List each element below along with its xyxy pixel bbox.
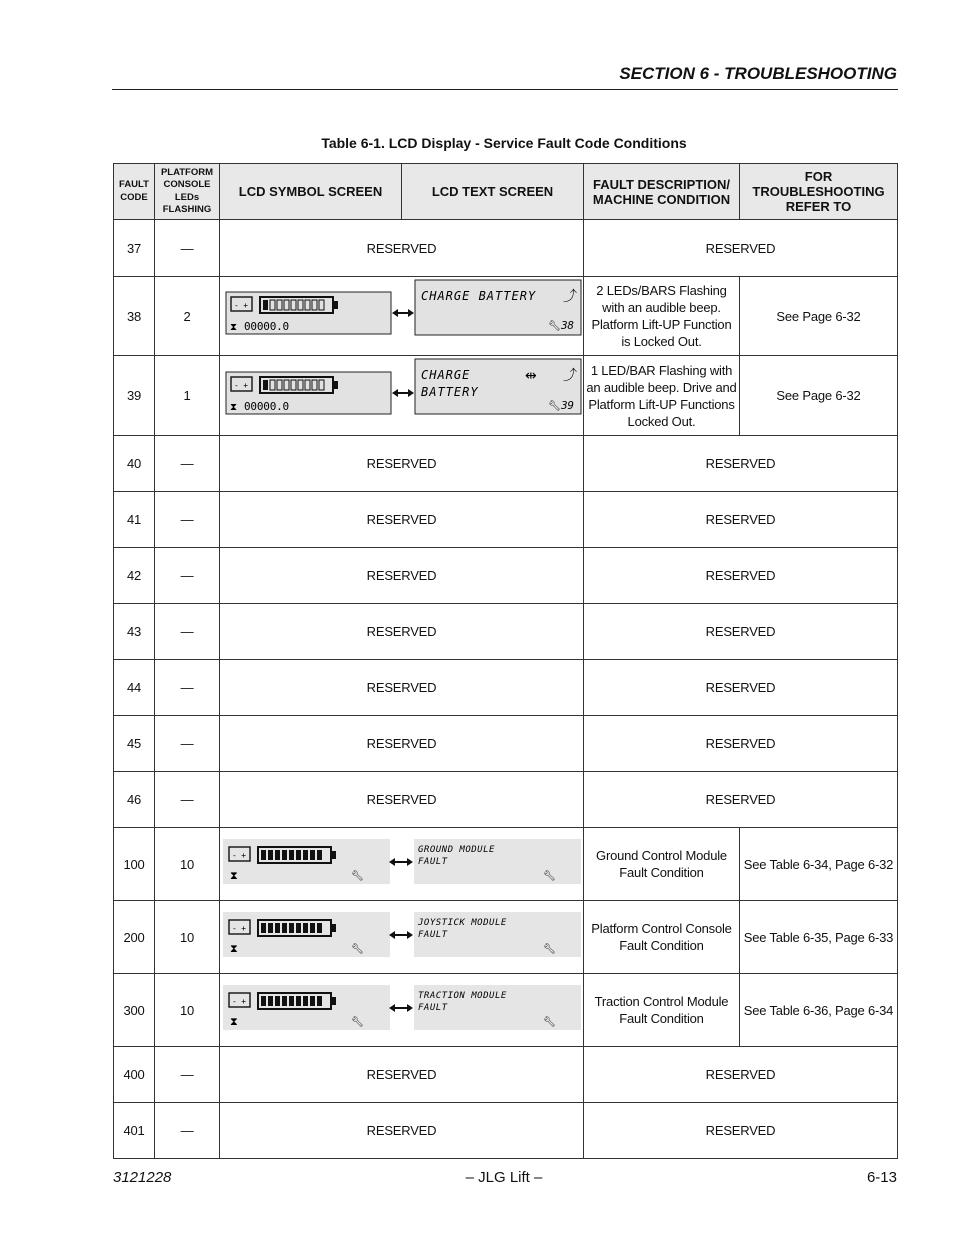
description-reserved: RESERVED	[584, 716, 898, 772]
description-reserved: RESERVED	[584, 220, 898, 277]
table-row	[114, 492, 898, 548]
hour-meter-value: 00000.0	[244, 400, 289, 413]
fault-code: 45	[114, 716, 155, 772]
description-reserved: RESERVED	[584, 492, 898, 548]
table-caption: Table 6-1. LCD Display - Service Fault Code Conditions	[321, 135, 687, 151]
fault-code: 40	[114, 436, 155, 492]
header-rule	[112, 89, 898, 90]
hourglass-icon: ⧗	[230, 1015, 238, 1028]
table-row	[114, 220, 898, 277]
svg-text:- +: - +	[234, 301, 248, 310]
lcd-reserved: RESERVED	[220, 492, 584, 548]
lcd-message-line-2: BATTERY	[421, 385, 479, 399]
lcd-message: CHARGE BATTERY	[421, 289, 537, 303]
led-count: —	[155, 1103, 220, 1159]
lcd-reserved: RESERVED	[220, 220, 584, 277]
hour-meter-value: 00000.0	[244, 320, 289, 333]
wrench-icon: 🔧︎	[543, 1017, 556, 1028]
lcd-message-line-1: JOYSTICK MODULE	[418, 918, 507, 928]
led-count: 10	[155, 974, 220, 1047]
fault-description: Traction Control Module Fault Condition	[584, 974, 740, 1047]
double-arrow-icon	[389, 1004, 413, 1012]
led-count: —	[155, 220, 220, 277]
description-reserved: RESERVED	[584, 660, 898, 716]
description-reserved: RESERVED	[584, 1047, 898, 1103]
table-row	[114, 1103, 898, 1159]
fault-description: Platform Control Console Fault Condition	[584, 901, 740, 974]
lcd-display-graphic	[220, 901, 584, 969]
description-reserved: RESERVED	[584, 436, 898, 492]
double-arrow-icon	[389, 858, 413, 866]
description-reserved: RESERVED	[584, 1103, 898, 1159]
col-header-lcd-text: LCD TEXT SCREEN	[402, 164, 584, 220]
table-row	[114, 356, 898, 436]
lcd-fault-code: 38	[561, 319, 574, 332]
fault-code: 400	[114, 1047, 155, 1103]
table-header-row	[114, 164, 898, 220]
hourglass-icon: ⧗	[230, 869, 238, 882]
fault-description: Ground Control Module Fault Condition	[584, 828, 740, 901]
col-header-platform-leds: PLATFORM CONSOLE LEDs FLASHING	[155, 164, 220, 220]
lcd-display-cell	[220, 277, 584, 356]
fault-code: 200	[114, 901, 155, 974]
svg-text:- +: - +	[232, 997, 246, 1006]
hourglass-icon: ⧗	[230, 402, 237, 413]
fault-code: 401	[114, 1103, 155, 1159]
lcd-display-cell	[220, 901, 584, 974]
lcd-display-cell	[220, 974, 584, 1047]
table-row	[114, 277, 898, 356]
double-arrow-icon	[389, 931, 413, 939]
lcd-reserved: RESERVED	[220, 436, 584, 492]
lcd-message-line-1: CHARGE	[421, 368, 471, 382]
fault-code: 46	[114, 772, 155, 828]
svg-text:- +: - +	[234, 381, 248, 390]
fault-code: 39	[114, 356, 155, 436]
lcd-reserved: RESERVED	[220, 1103, 584, 1159]
wrench-icon: 🔧︎	[548, 401, 561, 412]
svg-text:- +: - +	[232, 851, 246, 860]
refer-to: See Table 6-36, Page 6-34	[740, 974, 898, 1047]
description-reserved: RESERVED	[584, 548, 898, 604]
double-arrow-icon	[392, 309, 414, 317]
lcd-reserved: RESERVED	[220, 772, 584, 828]
table-row	[114, 604, 898, 660]
led-count: 10	[155, 828, 220, 901]
description-reserved: RESERVED	[584, 604, 898, 660]
wrench-icon: 🔧︎	[351, 944, 364, 955]
fault-code: 44	[114, 660, 155, 716]
table-row	[114, 974, 898, 1047]
page-number: 6-13	[866, 1169, 897, 1186]
lcd-reserved: RESERVED	[220, 1047, 584, 1103]
wrench-icon: 🔧︎	[351, 1017, 364, 1028]
publisher: – JLG Lift –	[465, 1169, 543, 1186]
fault-code: 42	[114, 548, 155, 604]
lcd-message-line-1: TRACTION MODULE	[418, 991, 507, 1001]
lcd-display-graphic	[220, 974, 584, 1042]
lcd-reserved: RESERVED	[220, 548, 584, 604]
hourglass-icon: ⧗	[230, 322, 237, 333]
lcd-message-line-2: FAULT	[418, 1003, 448, 1013]
lcd-display-graphic	[220, 356, 584, 431]
table-row	[114, 828, 898, 901]
lcd-message-line-2: FAULT	[418, 857, 448, 867]
fault-description: 1 LED/BAR Flashing with an audible beep. Drive and Platform Lift-UP Functions Locked Out.	[584, 356, 740, 436]
led-count: 2	[155, 277, 220, 356]
col-header-fault-code: FAULT CODE	[114, 164, 155, 220]
table-row	[114, 716, 898, 772]
col-header-refer-to: FOR TROUBLESHOOTING REFER TO	[740, 164, 898, 220]
double-arrow-icon	[392, 389, 414, 397]
lift-up-icon: ⤴	[563, 289, 577, 305]
wrench-icon: 🔧︎	[543, 944, 556, 955]
wrench-icon: 🔧︎	[351, 871, 364, 882]
col-header-fault-description: FAULT DESCRIPTION/ MACHINE CONDITION	[584, 164, 740, 220]
table-row	[114, 436, 898, 492]
fault-code: 38	[114, 277, 155, 356]
led-count: —	[155, 492, 220, 548]
refer-to: See Table 6-35, Page 6-33	[740, 901, 898, 974]
led-count: 1	[155, 356, 220, 436]
document-number: 3121228	[113, 1169, 172, 1186]
lcd-display-graphic	[220, 828, 584, 896]
lcd-message-line-2: FAULT	[418, 930, 448, 940]
led-count: —	[155, 604, 220, 660]
wrench-icon: 🔧︎	[548, 321, 561, 332]
lift-up-icon: ⤴	[563, 368, 577, 384]
lcd-fault-code: 39	[561, 399, 574, 412]
led-count: —	[155, 436, 220, 492]
fault-code: 100	[114, 828, 155, 901]
lcd-reserved: RESERVED	[220, 660, 584, 716]
table-row	[114, 660, 898, 716]
description-reserved: RESERVED	[584, 772, 898, 828]
lcd-reserved: RESERVED	[220, 604, 584, 660]
lcd-display-cell	[220, 828, 584, 901]
fault-code: 41	[114, 492, 155, 548]
led-count: —	[155, 1047, 220, 1103]
hourglass-icon: ⧗	[230, 942, 238, 955]
lcd-message-line-1: GROUND MODULE	[418, 845, 495, 855]
svg-text:- +: - +	[232, 924, 246, 933]
table-row	[114, 548, 898, 604]
section-title: SECTION 6 - TROUBLESHOOTING	[619, 64, 897, 83]
table-row	[114, 772, 898, 828]
refer-to: See Page 6-32	[740, 277, 898, 356]
fault-code: 43	[114, 604, 155, 660]
led-count: —	[155, 772, 220, 828]
led-count: 10	[155, 901, 220, 974]
drive-arrows-icon: ⇹	[525, 368, 537, 384]
led-count: —	[155, 548, 220, 604]
led-count: —	[155, 660, 220, 716]
lcd-display-cell	[220, 356, 584, 436]
table-row	[114, 1047, 898, 1103]
wrench-icon: 🔧︎	[543, 871, 556, 882]
refer-to: See Page 6-32	[740, 356, 898, 436]
fault-code-table	[113, 163, 898, 1159]
table-row	[114, 901, 898, 974]
fault-code: 300	[114, 974, 155, 1047]
fault-code: 37	[114, 220, 155, 277]
led-count: —	[155, 716, 220, 772]
col-header-lcd-symbol: LCD SYMBOL SCREEN	[220, 164, 402, 220]
fault-description: 2 LEDs/BARS Flashing with an audible beep. Platform Lift-UP Function is Locked Out.	[584, 277, 740, 356]
refer-to: See Table 6-34, Page 6-32	[740, 828, 898, 901]
lcd-display-graphic	[220, 277, 584, 351]
lcd-reserved: RESERVED	[220, 716, 584, 772]
